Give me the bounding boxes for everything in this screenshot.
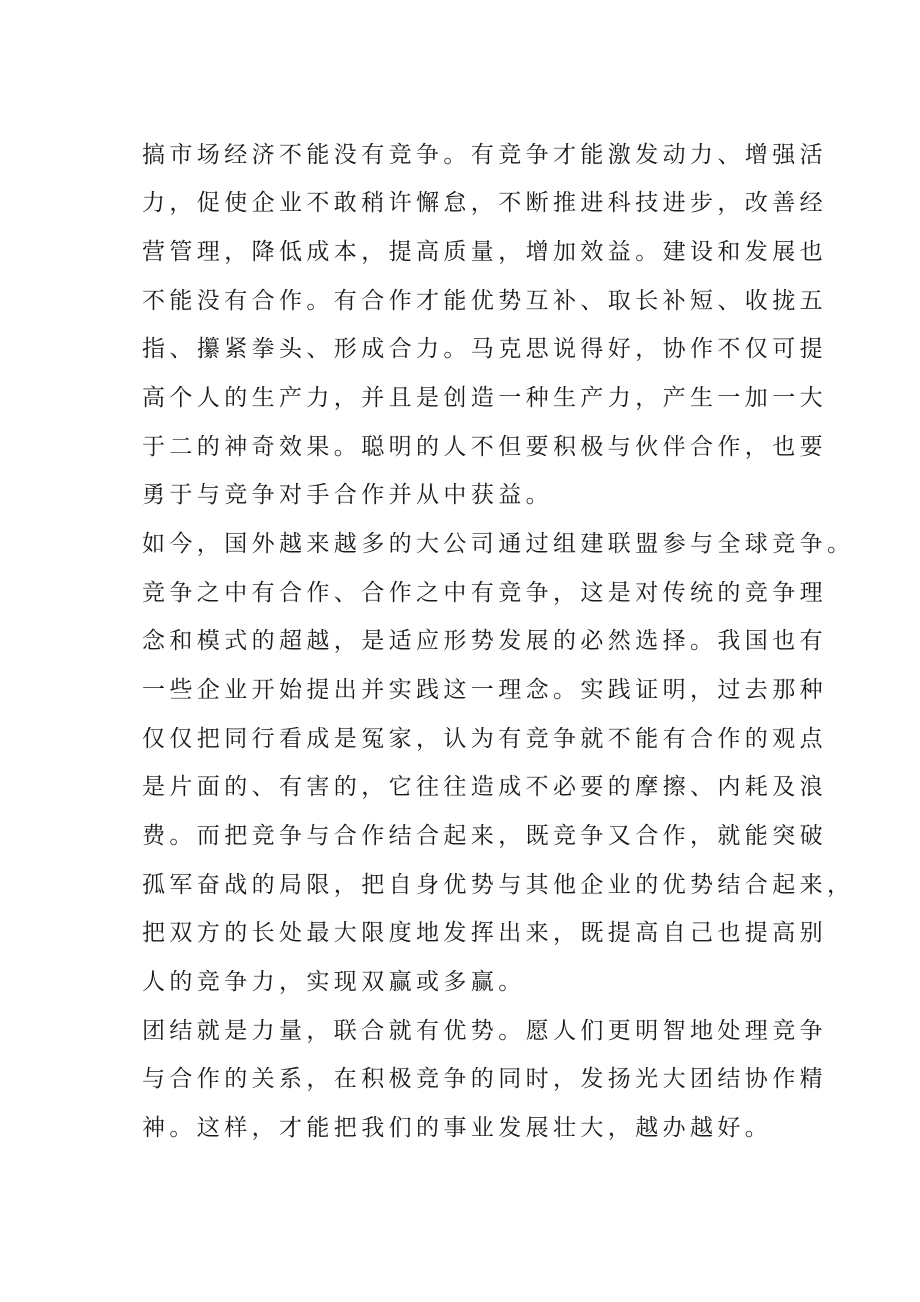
paragraph-3-line-2: 与合作的关系，在积极竞争的同时，发扬光大团结协作精 bbox=[142, 1066, 827, 1092]
paragraph-1-line-4: 不能没有合作。有合作才能优势互补、取长补短、收拢五 bbox=[142, 288, 827, 314]
paragraph-1-line-8: 勇于与竞争对手合作并从中获益。 bbox=[142, 482, 553, 508]
paragraph-2-line-1: 如今，国外越来越多的大公司通过组建联盟参与全球竞争。 bbox=[142, 531, 855, 557]
paragraph-3-line-3: 神。这样，才能把我们的事业发展壮大，越办越好。 bbox=[142, 1115, 773, 1141]
paragraph-2-line-3: 念和模式的超越，是适应形势发展的必然选择。我国也有 bbox=[142, 628, 827, 654]
paragraph-1-line-1: 搞市场经济不能没有竞争。有竞争才能激发动力、增强活 bbox=[142, 142, 827, 168]
paragraph-2-line-7: 费。而把竞争与合作结合起来，既竞争又合作，就能突破 bbox=[142, 823, 827, 849]
paragraph-2-line-6: 是片面的、有害的，它往往造成不必要的摩擦、内耗及浪 bbox=[142, 774, 827, 800]
paragraph-2-line-8: 孤军奋战的局限，把自身优势与其他企业的优势结合起来， bbox=[142, 872, 855, 898]
paragraph-1-line-2: 力，促使企业不敢稍许懈怠，不断推进科技进步，改善经 bbox=[142, 190, 827, 216]
paragraph-2-line-9: 把双方的长处最大限度地发挥出来，既提高自己也提高别 bbox=[142, 920, 827, 946]
paragraph-2-line-5: 仅仅把同行看成是冤家，认为有竞争就不能有合作的观点 bbox=[142, 726, 827, 752]
paragraph-2-line-10: 人的竞争力，实现双赢或多赢。 bbox=[142, 969, 526, 995]
paragraph-1-line-5: 指、攥紧拳头、形成合力。马克思说得好，协作不仅可提 bbox=[142, 336, 827, 362]
paragraph-1-line-7: 于二的神奇效果。聪明的人不但要积极与伙伴合作，也要 bbox=[142, 434, 827, 460]
paragraph-3-line-1: 团结就是力量，联合就有优势。愿人们更明智地处理竞争 bbox=[142, 1018, 827, 1044]
paragraph-2-line-2: 竞争之中有合作、合作之中有竞争，这是对传统的竞争理 bbox=[142, 580, 827, 606]
paragraph-1-line-6: 高个人的生产力，并且是创造一种生产力，产生一加一大 bbox=[142, 385, 827, 411]
paragraph-1-line-3: 营管理，降低成本，提高质量，增加效益。建设和发展也 bbox=[142, 239, 827, 265]
paragraph-2-line-4: 一些企业开始提出并实践这一理念。实践证明，过去那种 bbox=[142, 677, 827, 703]
